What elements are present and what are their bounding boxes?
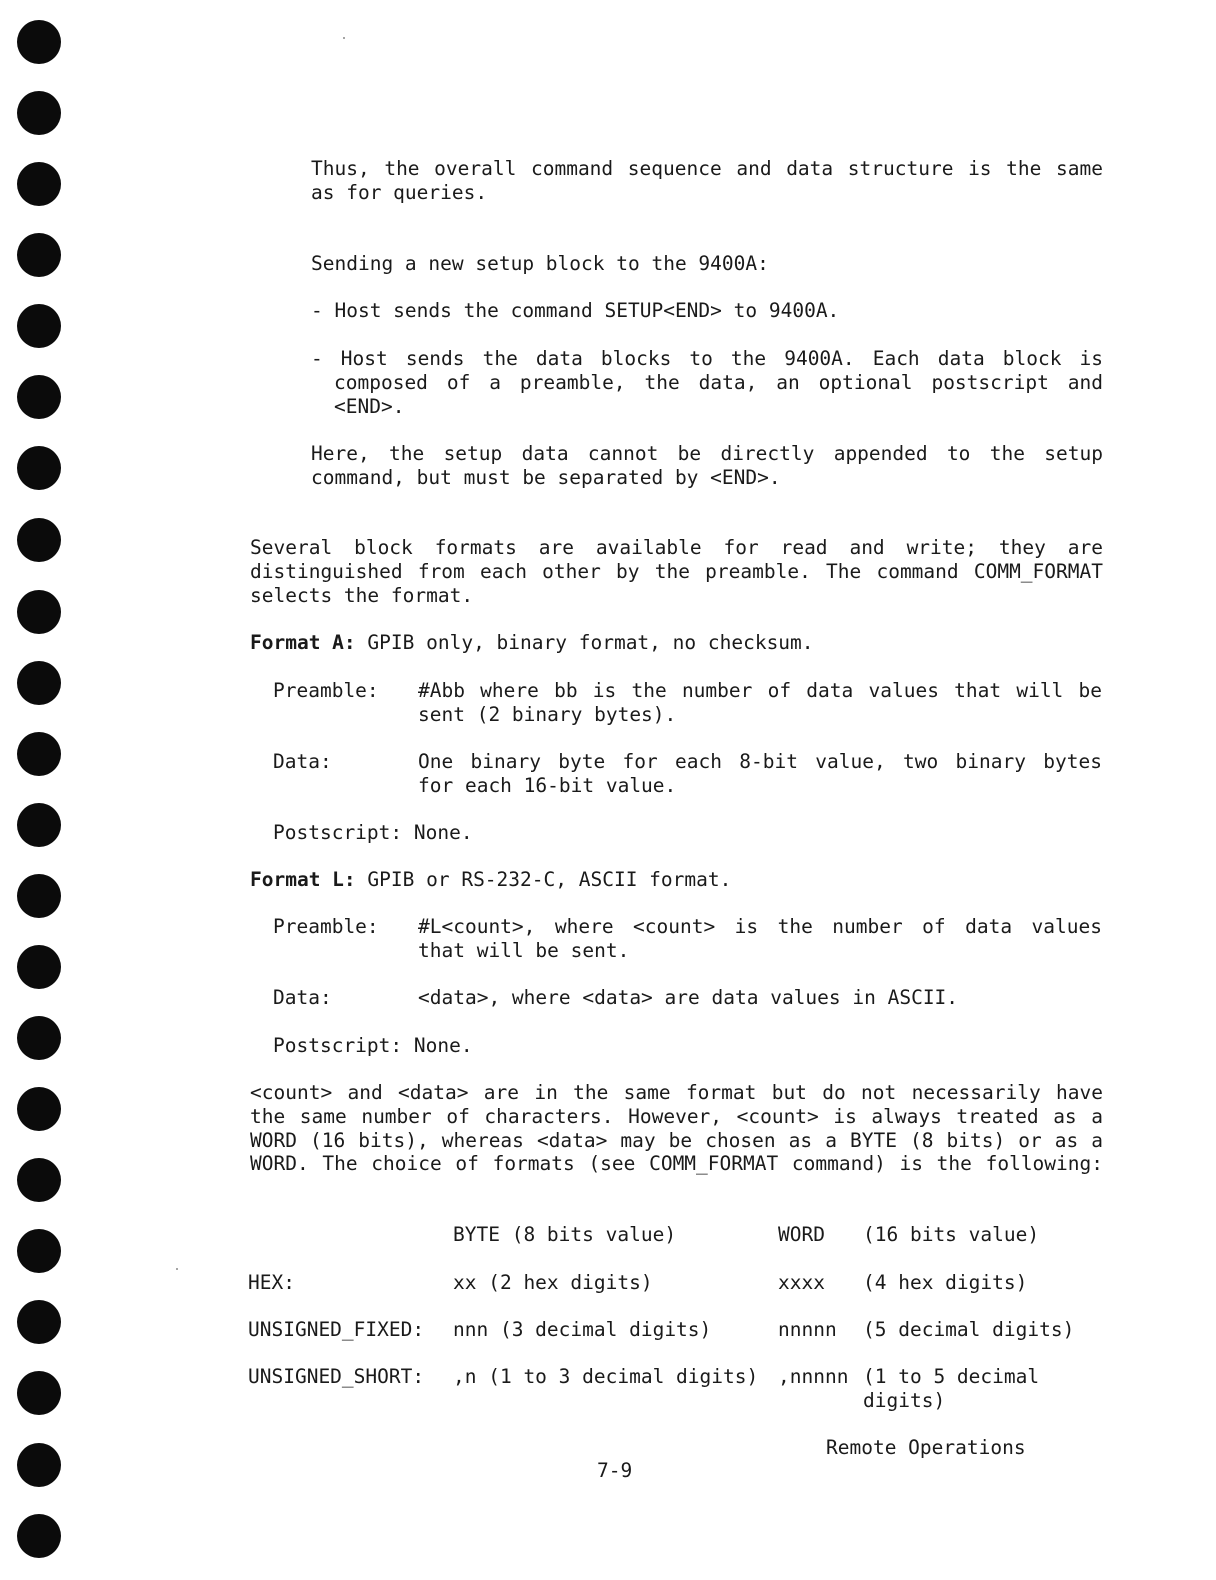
punch-hole <box>17 233 61 277</box>
preamble-text: #Abb where bb is the number of data values that will be <box>418 679 1102 702</box>
paragraph-line: Here, the setup data cannot be directly appended to the setup <box>311 442 1103 465</box>
table-row-byte: nnn (3 decimal digits) <box>453 1318 712 1341</box>
punch-hole <box>17 874 61 918</box>
paragraph-line: command, but must be separated by <END>. <box>311 466 781 489</box>
punch-hole <box>17 162 61 206</box>
bullet-item: <END>. <box>334 395 405 418</box>
punch-hole <box>17 1300 61 1344</box>
punch-hole <box>17 1087 61 1131</box>
punch-hole <box>17 20 61 64</box>
table-header-word-desc: (16 bits value) <box>863 1223 1040 1246</box>
punch-hole <box>17 446 61 490</box>
table-row-word: ,nnnnn <box>778 1365 849 1388</box>
data-label: Data: <box>273 986 332 1009</box>
punch-hole <box>17 732 61 776</box>
intro-line: Thus, the overall command sequence and data structure is the same <box>311 157 1103 180</box>
punch-hole <box>17 945 61 989</box>
data-text: for each 16-bit value. <box>418 774 677 797</box>
section-heading: Sending a new setup block to the 9400A: <box>311 252 769 275</box>
format-a-label: Format A: <box>250 631 356 654</box>
punch-hole <box>17 661 61 705</box>
footer-section: Remote Operations <box>826 1436 1026 1459</box>
preamble-label: Preamble: <box>273 915 379 938</box>
table-row-name: UNSIGNED_SHORT: <box>248 1365 425 1388</box>
paragraph-line: Several block formats are available for read and write; they are <box>250 536 1103 559</box>
format-a-desc: GPIB only, binary format, no checksum. <box>355 631 814 654</box>
punch-hole <box>17 803 61 847</box>
table-row-name: UNSIGNED_FIXED: <box>248 1318 425 1341</box>
paragraph-line: WORD (16 bits), whereas <data> may be chosen as a BYTE (8 bits) or as a <box>250 1129 1103 1152</box>
preamble-label: Preamble: <box>273 679 379 702</box>
bullet-item: - Host sends the command SETUP<END> to 9400A. <box>311 299 840 322</box>
format-l-heading <box>250 868 731 892</box>
preamble-text: sent (2 binary bytes). <box>418 703 677 726</box>
paragraph-line: selects the format. <box>250 584 474 607</box>
format-l-desc: GPIB or RS-232-C, ASCII format. <box>355 868 732 891</box>
punch-hole <box>17 1443 61 1487</box>
punch-hole <box>17 1229 61 1273</box>
punch-hole <box>17 1371 61 1415</box>
table-row-word: nnnnn <box>778 1318 837 1341</box>
punch-hole <box>17 1016 61 1060</box>
table-header-byte: BYTE (8 bits value) <box>453 1223 677 1246</box>
intro-line: as for queries. <box>311 181 488 204</box>
table-row-byte: ,n (1 to 3 decimal digits) <box>453 1365 759 1388</box>
table-row-word: xxxx <box>778 1271 825 1294</box>
scan-speck <box>343 37 345 39</box>
table-row-word-desc: (5 decimal digits) <box>863 1318 1075 1341</box>
table-row-name: HEX: <box>248 1271 295 1294</box>
punch-hole <box>17 518 61 562</box>
preamble-text: #L<count>, where <count> is the number of data values <box>418 915 1102 938</box>
postscript-line: Postscript: None. <box>273 1034 473 1057</box>
table-row-byte: xx (2 hex digits) <box>453 1271 653 1294</box>
format-l-label: Format L: <box>250 868 356 891</box>
paragraph-line: distinguished from each other by the preamble. The command COMM_FORMAT <box>250 560 1103 583</box>
data-text: One binary byte for each 8-bit value, two binary bytes <box>418 750 1102 773</box>
table-row-word-desc: digits) <box>863 1389 946 1412</box>
preamble-text: that will be sent. <box>418 939 630 962</box>
punch-hole <box>17 304 61 348</box>
punch-hole <box>17 91 61 135</box>
table-header-word: WORD <box>778 1223 825 1246</box>
table-row-word-desc: (1 to 5 decimal <box>863 1365 1040 1388</box>
bullet-item: composed of a preamble, the data, an optional postscript and <box>334 371 1103 394</box>
punch-hole <box>17 1158 61 1202</box>
data-label: Data: <box>273 750 332 773</box>
punch-hole <box>17 375 61 419</box>
paragraph-line: <count> and <data> are in the same format but do not necessarily have <box>250 1081 1103 1104</box>
paragraph-line: the same number of characters. However, <count> is always treated as a <box>250 1105 1103 1128</box>
data-text: <data>, where <data> are data values in ASCII. <box>418 986 959 1009</box>
table-row-word-desc: (4 hex digits) <box>863 1271 1028 1294</box>
paragraph-line: WORD. The choice of formats (see COMM_FORMAT command) is the following: <box>250 1152 1103 1175</box>
scan-speck <box>176 1268 178 1270</box>
punch-hole <box>17 590 61 634</box>
bullet-item: - Host sends the data blocks to the 9400A. Each data block is <box>311 347 1103 370</box>
punch-hole <box>17 1514 61 1558</box>
format-a-heading <box>250 631 814 655</box>
page-number: 7-9 <box>597 1459 633 1482</box>
postscript-line: Postscript: None. <box>273 821 473 844</box>
